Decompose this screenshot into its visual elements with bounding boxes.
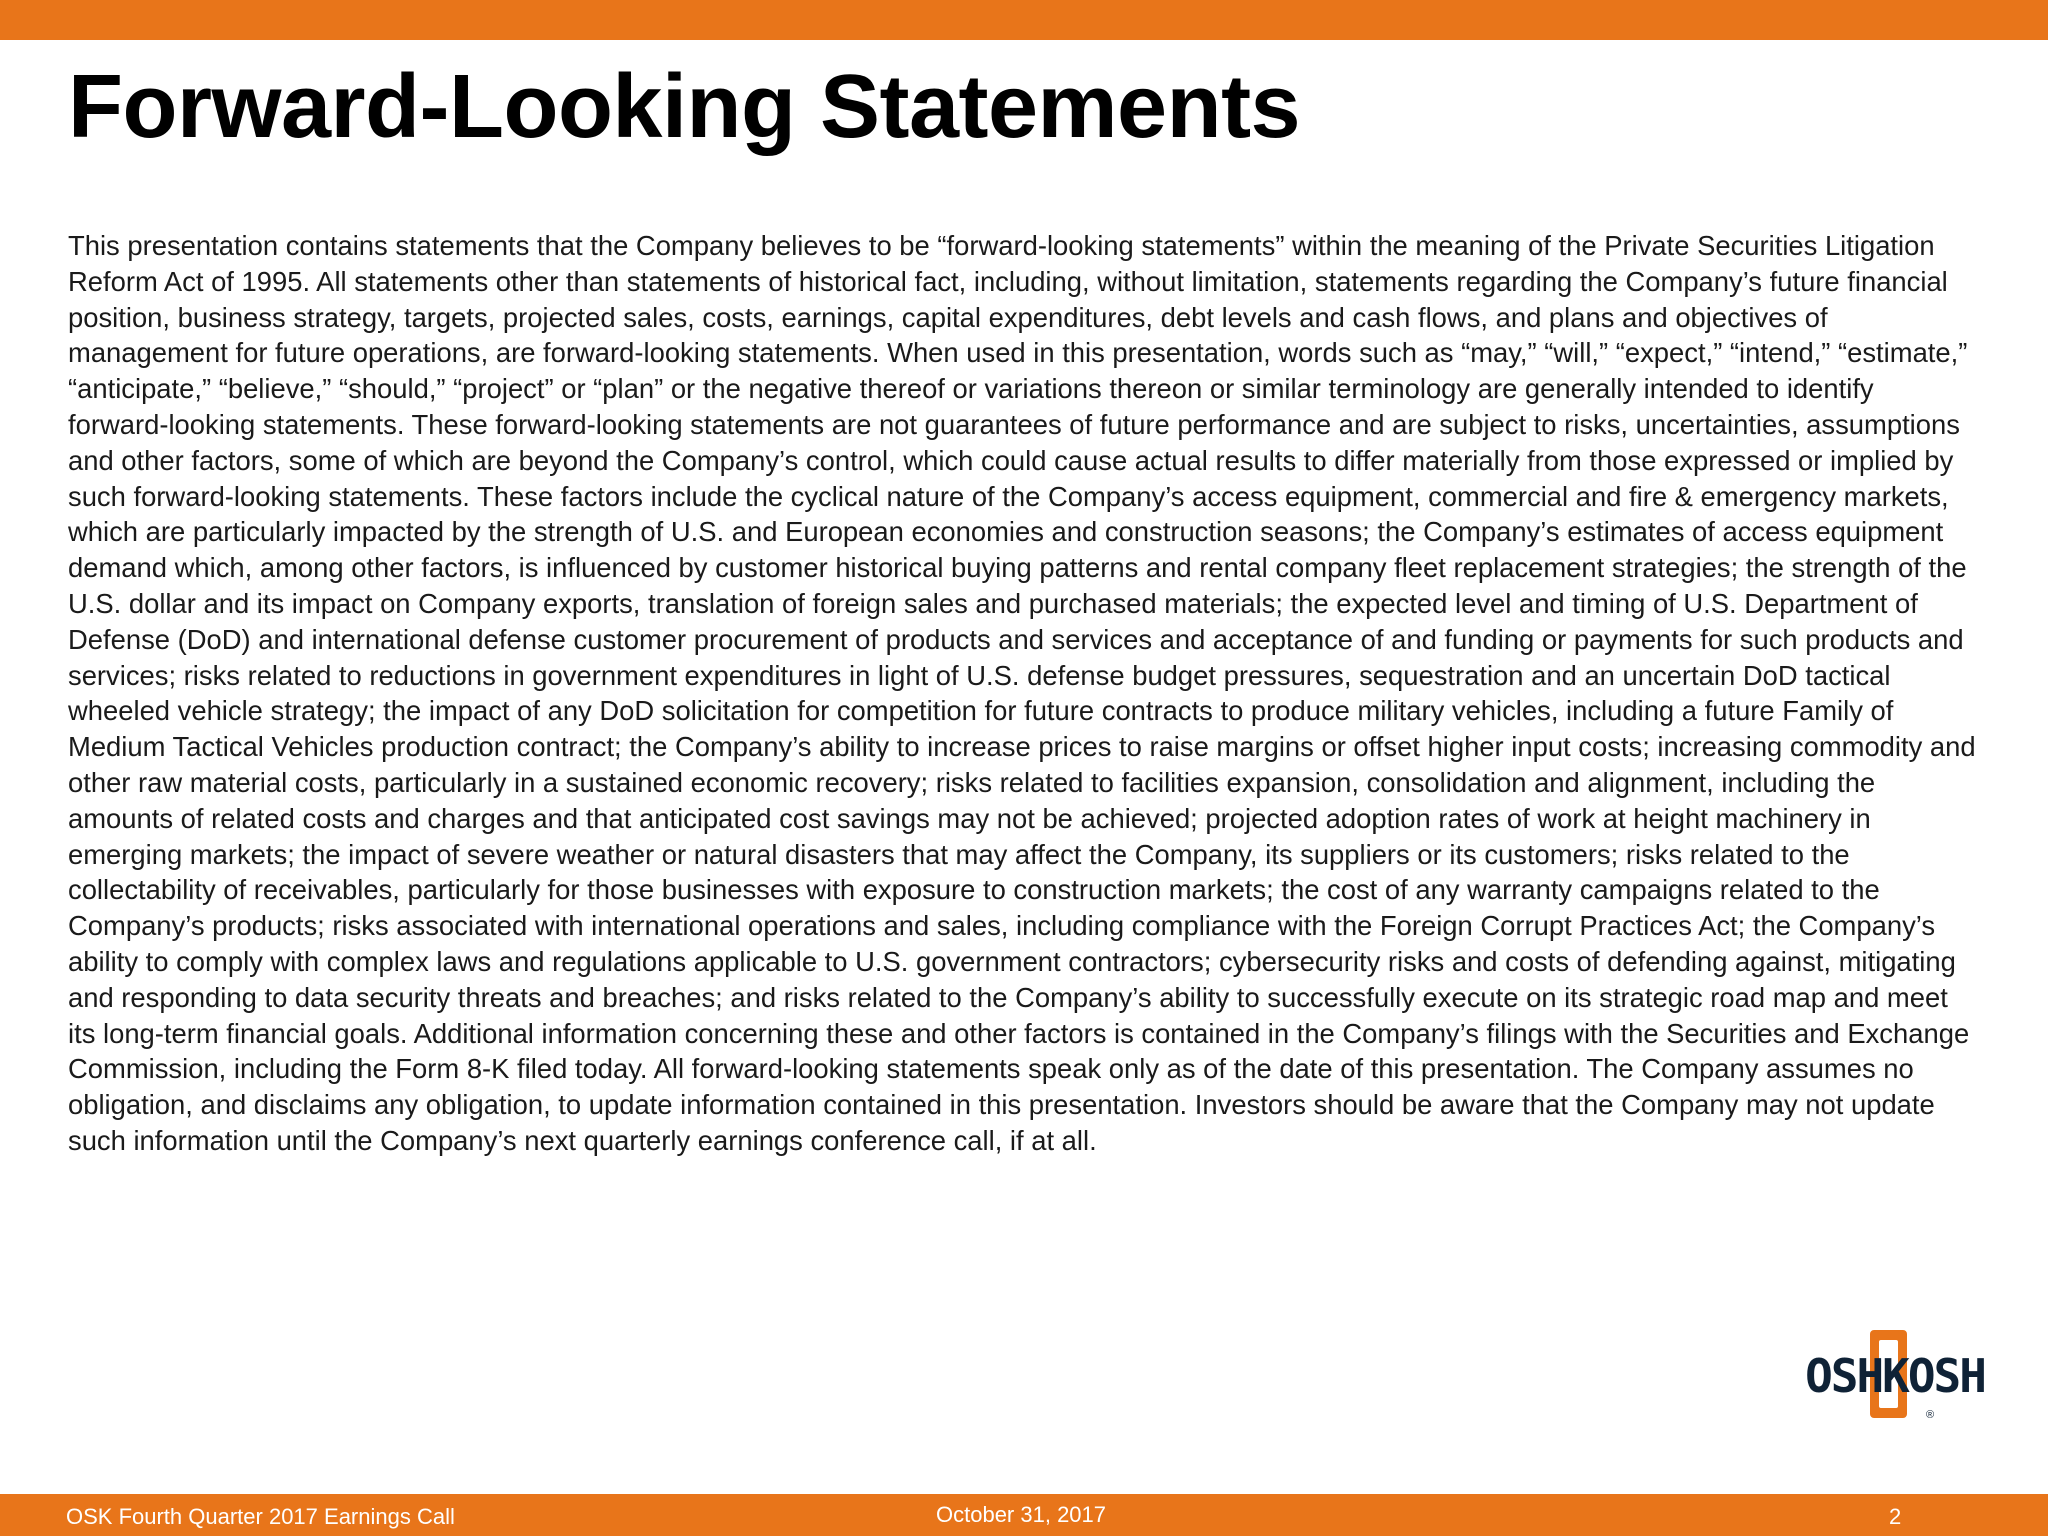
body-paragraph: This presentation contains statements that the Company believes to be “forward-looking statements” within the meaning of the Private Securities Litigation Reform Act of 1995. All statements other than statements of historical fact, including, without limitation, statements regarding the Company’s future financial position, business strategy, targets, projected sales, costs, earnings, capital expenditures, debt levels and cash flows, and plans and objectives of management for future operations, are forward-looking statements. When used in this presentation, words such as “may,” “will,” “expect,” “intend,” “estimate,” “anticipate,” “believe,” “should,” “project” or “plan” or the negative thereof or variations thereon or similar terminology are generally intended to identify forward-looking statements. These forward-looking statements are not guarantees of future performance and are subject to risks, uncertainties, assumptions and other factors, some of which are beyond the Company’s control, which could cause actual results to differ materially from those expressed or implied by such forward-looking statements. These factors include the cyclical nature of the Company’s access equipment, commercial and fire & emergency markets, which are particularly impacted by the strength of U.S. and European economies and construction seasons; the Company’s estimates of access equipment demand which, among other factors, is influenced by customer historical buying patterns and rental company fleet replacement strategies; the strength of the U.S. dollar and its impact on Company exports, translation of foreign sales and purchased materials; the expected level and timing of U.S. Department of Defense (DoD) and international defense customer procurement of products and services and acceptance of and funding or payments for such products and services; risks related to reductions in government expenditures in light of U.S. defense budget pressures, sequestration and an uncertain DoD tactical wheeled vehicle strategy; the impact of any DoD solicitation for competition for future contracts to produce military vehicles, including a future Family of Medium Tactical Vehicles production contract; the Company’s ability to increase prices to raise margins or offset higher input costs; increasing commodity and other raw material costs, particularly in a sustained economic recovery; risks related to facilities expansion, consolidation and alignment, including the amounts of related costs and charges and that anticipated cost savings may not be achieved; projected adoption rates of work at height machinery in emerging markets; the impact of severe weather or natural disasters that may affect the Company, its suppliers or its customers; risks related to the collectability of receivables, particularly for those businesses with exposure to construction markets; the cost of any warranty campaigns related to the Company’s products; risks associated with international operations and sales, including compliance with the Foreign Corrupt Practices Act; the Company’s ability to comply with complex laws and regulations applicable to U.S. government contractors; cybersecurity risks and costs of defending against, mitigating and responding to data security threats and breaches; and risks related to the Company’s ability to successfully execute on its strategic road map and meet its long-term financial goals. Additional information concerning these and other factors is contained in the Company’s filings with the Securities and Exchange Commission, including the Form 8-K filed today. All forward-looking statements speak only as of the date of this presentation. The Company assumes no obligation, and disclaims any obligation, to update information contained in this presentation. Investors should be aware that the Company may not update such information until the Company’s next quarterly earnings conference call, if at all. xyxy=(68,230,1976,1156)
footer-event-title: OSK Fourth Quarter 2017 Earnings Call xyxy=(66,1504,455,1529)
page-number: 2 xyxy=(1889,1504,1902,1529)
logo-wordmark: OSHKOSH xyxy=(1805,1349,1985,1403)
registered-mark: ® xyxy=(1926,1409,1935,1421)
top-accent-bar xyxy=(0,0,2048,40)
slide-title: Forward-Looking Statements xyxy=(68,57,1301,157)
footer-date: October 31, 2017 xyxy=(936,1502,1107,1527)
oshkosh-logo xyxy=(1788,1328,2002,1428)
